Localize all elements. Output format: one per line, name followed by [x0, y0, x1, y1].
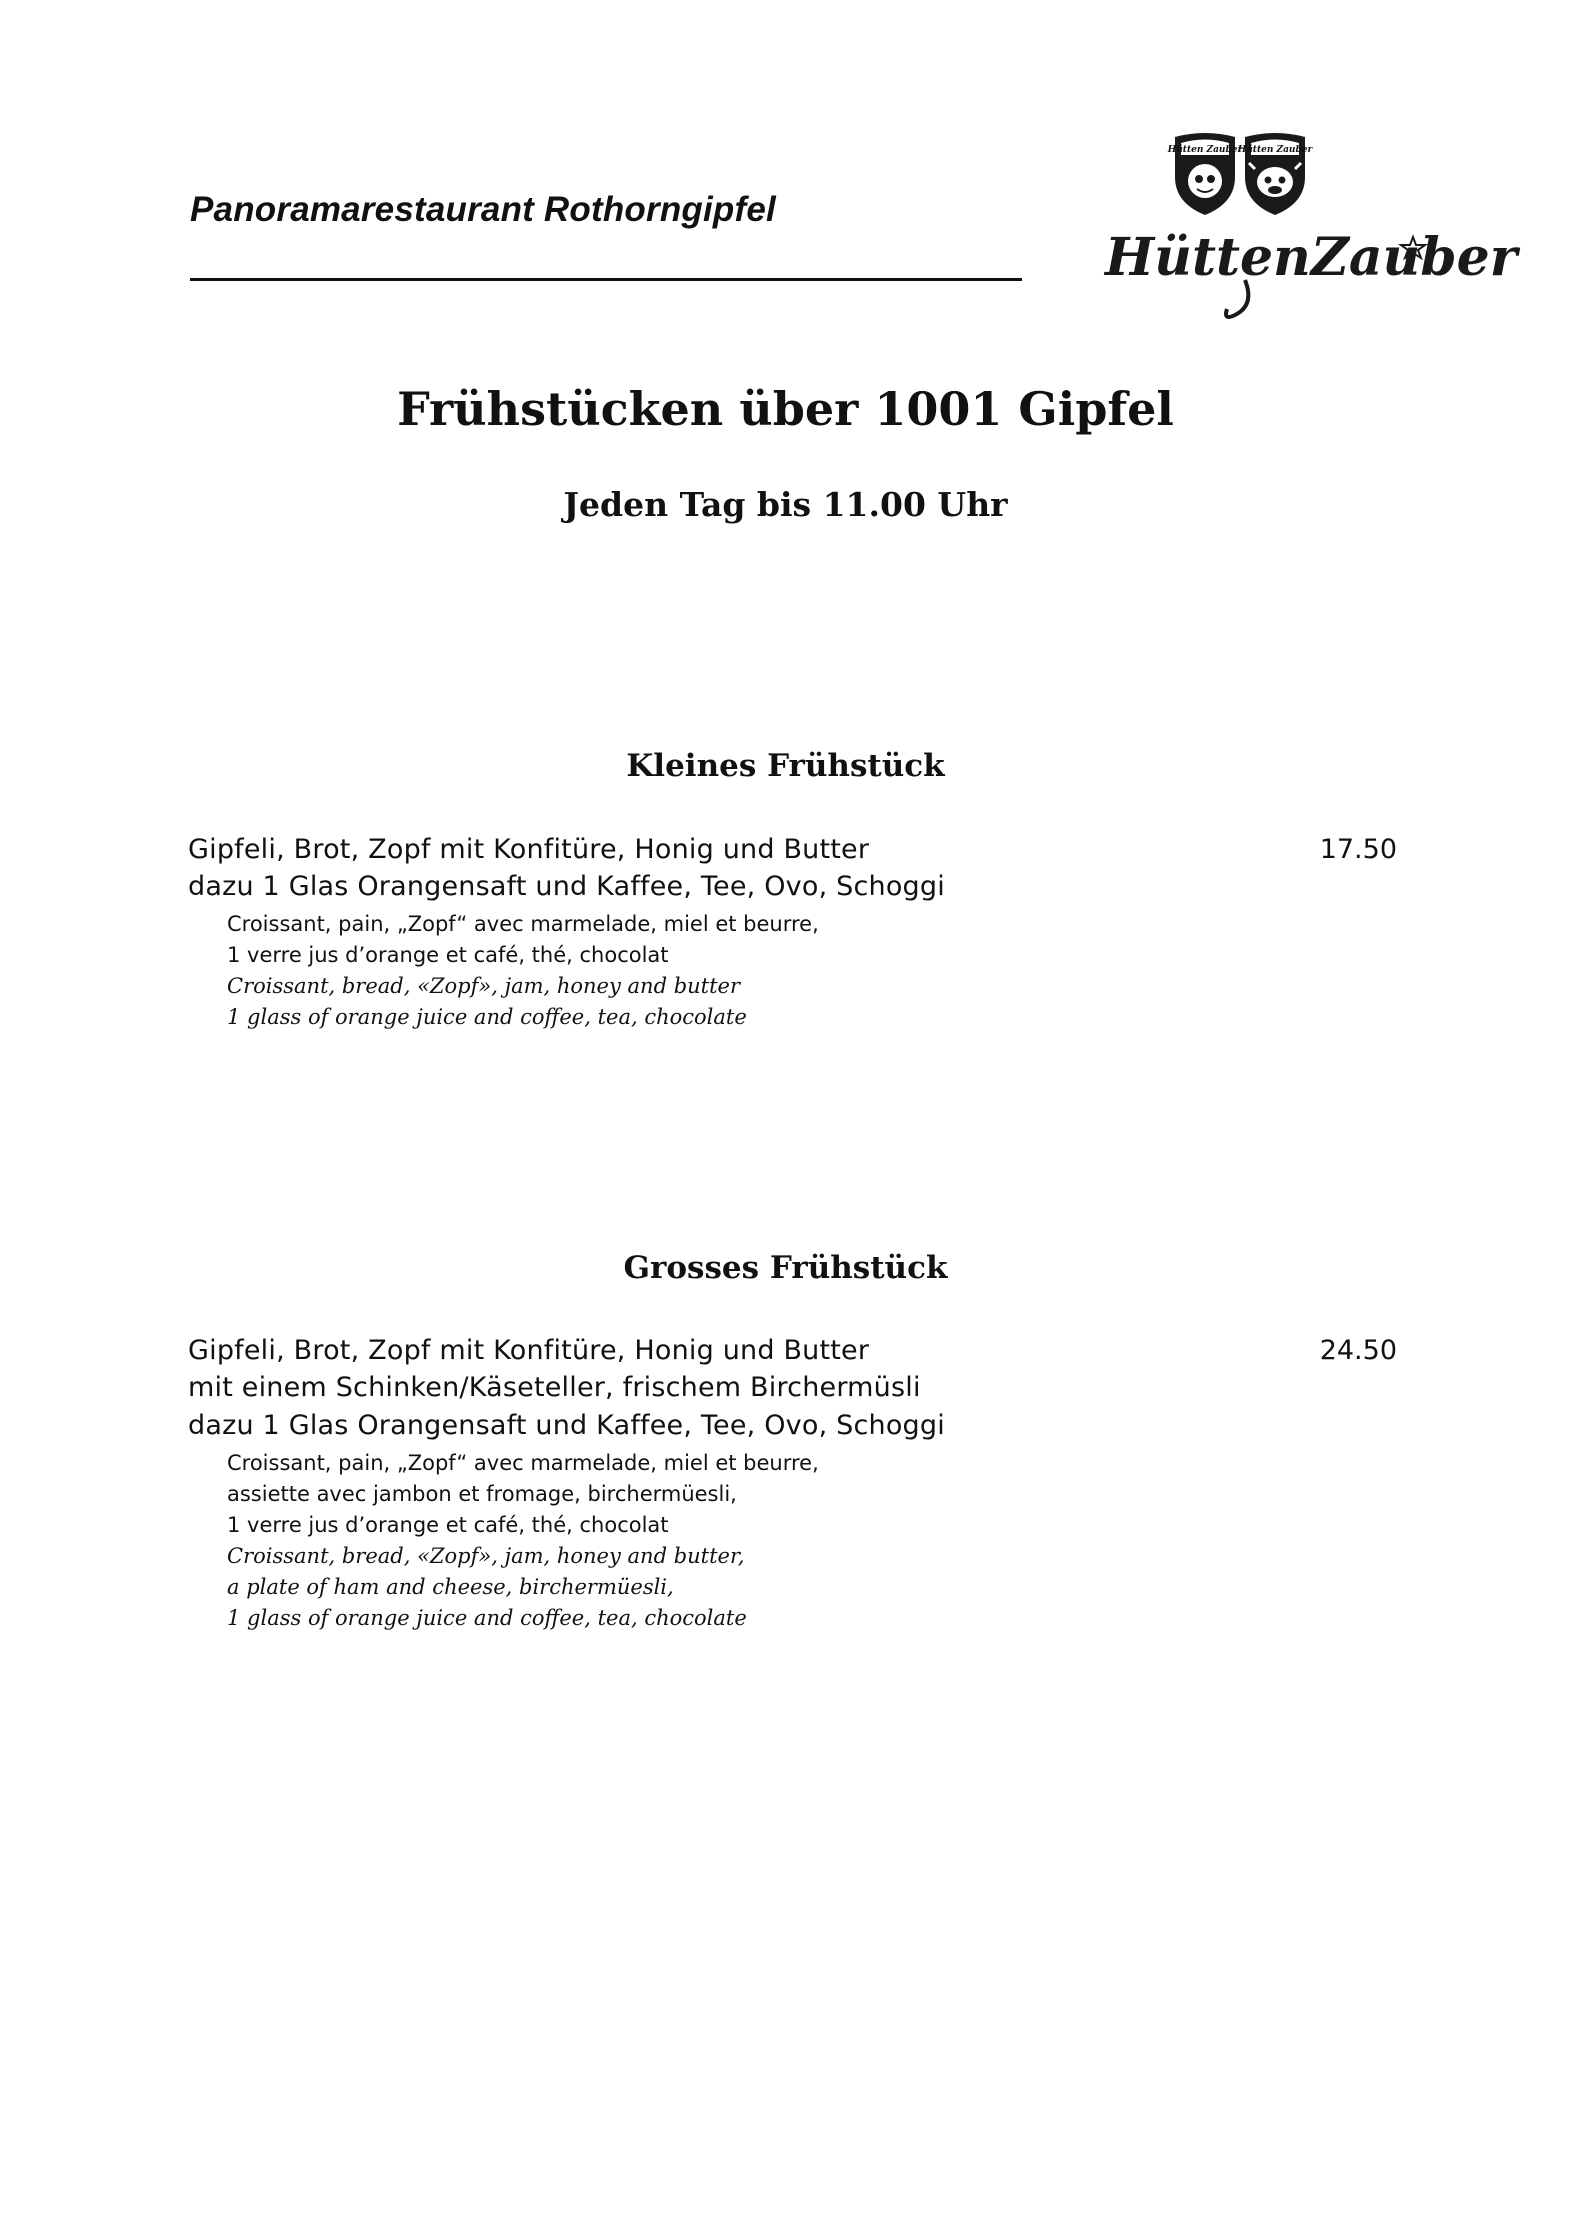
price-grosses: 24.50 [1319, 1335, 1397, 1366]
menu-line-en: a plate of ham and cheese, birchermüesli, [227, 1575, 674, 1599]
logo-shield-left [1167, 133, 1244, 215]
menu-line: dazu 1 Glas Orangensaft und Kaffee, Tee, Ovo, Schoggi [188, 871, 945, 902]
menu-line: dazu 1 Glas Orangensaft und Kaffee, Tee, Ovo, Schoggi [188, 1410, 945, 1441]
logo-wordmark: HüttenZauber [1105, 227, 1518, 288]
menu-line: Gipfeli, Brot, Zopf mit Konfitüre, Honig und Butter [188, 834, 870, 865]
logo-shield-right [1237, 133, 1314, 215]
menu-line-fr: Croissant, pain, „Zopf“ avec marmelade, miel et beurre, [227, 1451, 819, 1475]
menu-line-fr: Croissant, pain, „Zopf“ avec marmelade, miel et beurre, [227, 912, 819, 936]
menu-line-fr: assiette avec jambon et fromage, birchermüesli, [227, 1482, 737, 1506]
menu-line-fr: 1 verre jus d’orange et café, thé, chocolat [227, 1513, 669, 1537]
restaurant-name: Panoramarestaurant Rothorngipfel [190, 190, 776, 229]
page-subtitle: Jeden Tag bis 11.00 Uhr [563, 485, 1008, 524]
logo-badge-right-text: Hütten Zauber [1237, 145, 1313, 155]
menu-line-en: 1 glass of orange juice and coffee, tea, chocolate [227, 1606, 747, 1630]
price-kleines: 17.50 [1319, 834, 1397, 865]
logo-badge-left-text: Hütten Zauber [1167, 145, 1243, 155]
section-title-kleines: Kleines Frühstück [626, 748, 945, 784]
menu-line-fr: 1 verre jus d’orange et café, thé, chocolat [227, 943, 669, 967]
huettenzauber-logo [1095, 125, 1518, 325]
menu-line-en: Croissant, bread, «Zopf», jam, honey and butter [227, 974, 741, 998]
menu-line-en: Croissant, bread, «Zopf», jam, honey and butter, [227, 1544, 745, 1568]
header-divider [190, 278, 1022, 281]
menu-line: mit einem Schinken/Käseteller, frischem Birchermüsli [188, 1372, 921, 1403]
menu-line: Gipfeli, Brot, Zopf mit Konfitüre, Honig und Butter [188, 1335, 870, 1366]
page-title: Frühstücken über 1001 Gipfel [397, 382, 1174, 436]
menu-line-en: 1 glass of orange juice and coffee, tea, chocolate [227, 1005, 747, 1029]
section-title-grosses: Grosses Frühstück [623, 1250, 948, 1286]
